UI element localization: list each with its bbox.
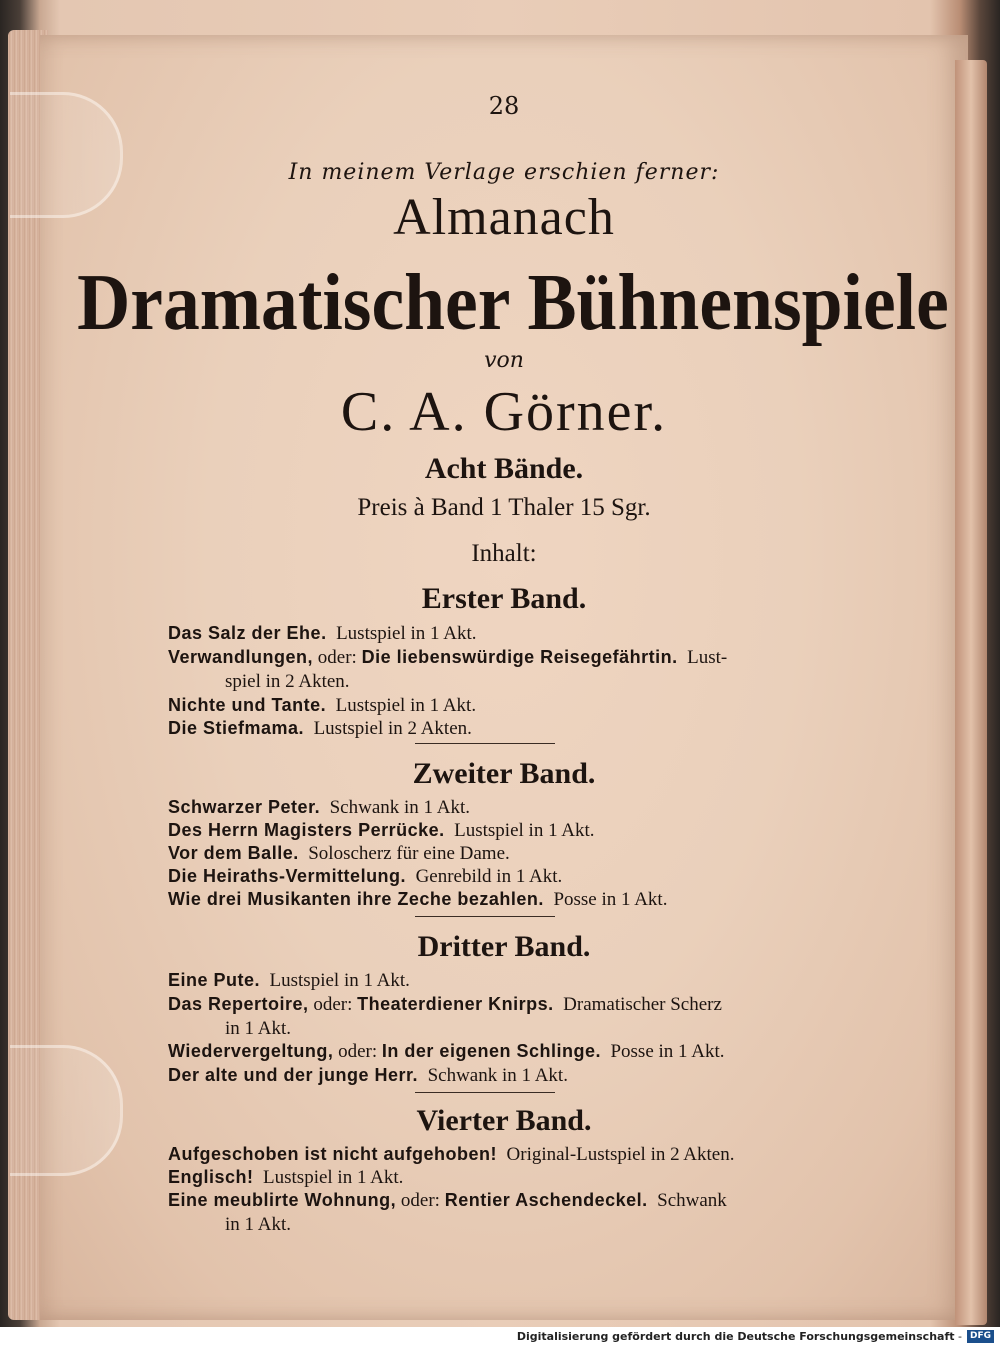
play-title: Das Salz der Ehe. <box>168 623 327 643</box>
list-item <box>168 889 667 911</box>
play-title: Vor dem Balle. <box>168 843 299 863</box>
play-genre: Schwank <box>657 1190 727 1211</box>
play-title: Verwandlungen, <box>168 647 314 667</box>
play-genre: Lustspiel in 1 Akt. <box>269 970 410 991</box>
list-item: Das Repertoire, oder: Theaterdiener Knirps. Dramatischer Scherz <box>168 994 722 1015</box>
play-title: Schwarzer Peter. <box>168 797 321 817</box>
play-subtitle: In der eigenen Schlinge. <box>381 1041 601 1061</box>
play-subtitle: Rentier Aschendeckel. <box>444 1190 648 1210</box>
play-genre: Schwank in 1 Akt. <box>427 1065 568 1086</box>
play-genre: Lustspiel in 1 Akt. <box>335 695 477 716</box>
play-genre: Posse in 1 Akt. <box>610 1041 725 1062</box>
play-genre: Soloscherz für eine Dame. <box>308 843 510 864</box>
band-heading: Zweiter Band. <box>412 757 596 790</box>
list-item-continuation: spiel in 2 Akten. <box>225 671 350 692</box>
band-heading: Vierter Band. <box>416 1104 592 1137</box>
dfg-logo[interactable]: DFG <box>967 1330 994 1343</box>
play-genre: Lust- <box>687 647 728 668</box>
von-line: von <box>484 348 524 373</box>
footer-bar: Digitalisierung gefördert durch die Deutsche Forschungsgemeinschaft - DFG <box>0 1327 1000 1347</box>
list-item <box>168 1167 403 1189</box>
play-title: Die Stiefmama. <box>168 718 305 738</box>
list-item-continuation: in 1 Akt. <box>225 1018 291 1039</box>
volumes-line: Acht Bände. <box>424 452 584 485</box>
contents-heading: Inhalt: <box>471 540 537 567</box>
play-title: Aufgeschoben ist nicht aufgehoben! <box>168 1144 498 1164</box>
list-item-continuation: in 1 Akt. <box>225 1214 291 1235</box>
play-genre: Posse in 1 Akt. <box>553 889 668 910</box>
footer-credit: Digitalisierung gefördert durch die Deutsche Forschungsgemeinschaft <box>516 1330 955 1343</box>
list-item <box>168 843 510 865</box>
play-genre: Original-Lustspiel in 2 Akten. <box>506 1144 735 1165</box>
list-item <box>168 1065 568 1087</box>
play-genre: Dramatischer Scherz <box>563 994 722 1015</box>
play-genre: Lustspiel in 1 Akt. <box>454 820 595 841</box>
list-item <box>168 866 562 888</box>
main-title: Dramatischer Bühnenspiele <box>77 259 949 347</box>
list-item <box>168 695 476 717</box>
play-title: Nichte und Tante. <box>168 695 327 715</box>
play-genre: Schwank in 1 Akt. <box>329 797 470 818</box>
list-item <box>168 970 410 992</box>
price-line: Preis à Band 1 Thaler 15 Sgr. <box>357 494 651 521</box>
list-item <box>168 820 595 842</box>
play-genre: Lustspiel in 1 Akt. <box>263 1167 404 1188</box>
play-title: Das Repertoire, <box>168 994 309 1014</box>
intro-line: In meinem Verlage erschien ferner: <box>288 160 720 185</box>
play-genre: Genrebild in 1 Akt. <box>415 866 563 887</box>
list-item: Verwandlungen, oder: Die liebenswürdige Reisegefährtin. Lust- <box>168 647 728 668</box>
play-title: Die Heiraths-Vermittelung. <box>168 866 407 886</box>
play-title: Eine Pute. <box>168 970 261 990</box>
play-subtitle: Theaterdiener Knirps. <box>357 994 554 1014</box>
list-item <box>168 1144 735 1166</box>
band-heading: Dritter Band. <box>417 930 591 963</box>
section-divider <box>415 1092 555 1093</box>
author-name: C. A. Görner. <box>340 381 668 443</box>
page-number: 28 <box>488 92 520 120</box>
play-title: Eine meublirte Wohnung, <box>168 1190 397 1210</box>
play-title: Englisch! <box>168 1167 254 1187</box>
play-title: Des Herrn Magisters Perrücke. <box>168 820 445 840</box>
play-genre: Lustspiel in 2 Akten. <box>313 718 472 739</box>
list-item: Wiedervergeltung, oder: In der eigenen Schlinge. Posse in 1 Akt. <box>168 1041 725 1062</box>
list-item <box>168 623 476 645</box>
play-title: Wie drei Musikanten ihre Zeche bezahlen. <box>168 889 544 909</box>
list-item <box>168 797 470 819</box>
play-title: Wiedervergeltung, <box>168 1041 334 1061</box>
almanach-heading: Almanach <box>393 189 615 246</box>
play-subtitle: Die liebenswürdige Reisegefährtin. <box>361 647 678 667</box>
play-title: Der alte und der junge Herr. <box>168 1065 419 1085</box>
play-genre: Lustspiel in 1 Akt. <box>336 623 477 644</box>
section-divider <box>415 916 555 917</box>
section-divider <box>415 743 555 744</box>
band-heading: Erster Band. <box>421 582 587 615</box>
list-item <box>168 718 472 740</box>
list-item: Eine meublirte Wohnung, oder: Rentier Aschendeckel. Schwank <box>168 1190 727 1211</box>
